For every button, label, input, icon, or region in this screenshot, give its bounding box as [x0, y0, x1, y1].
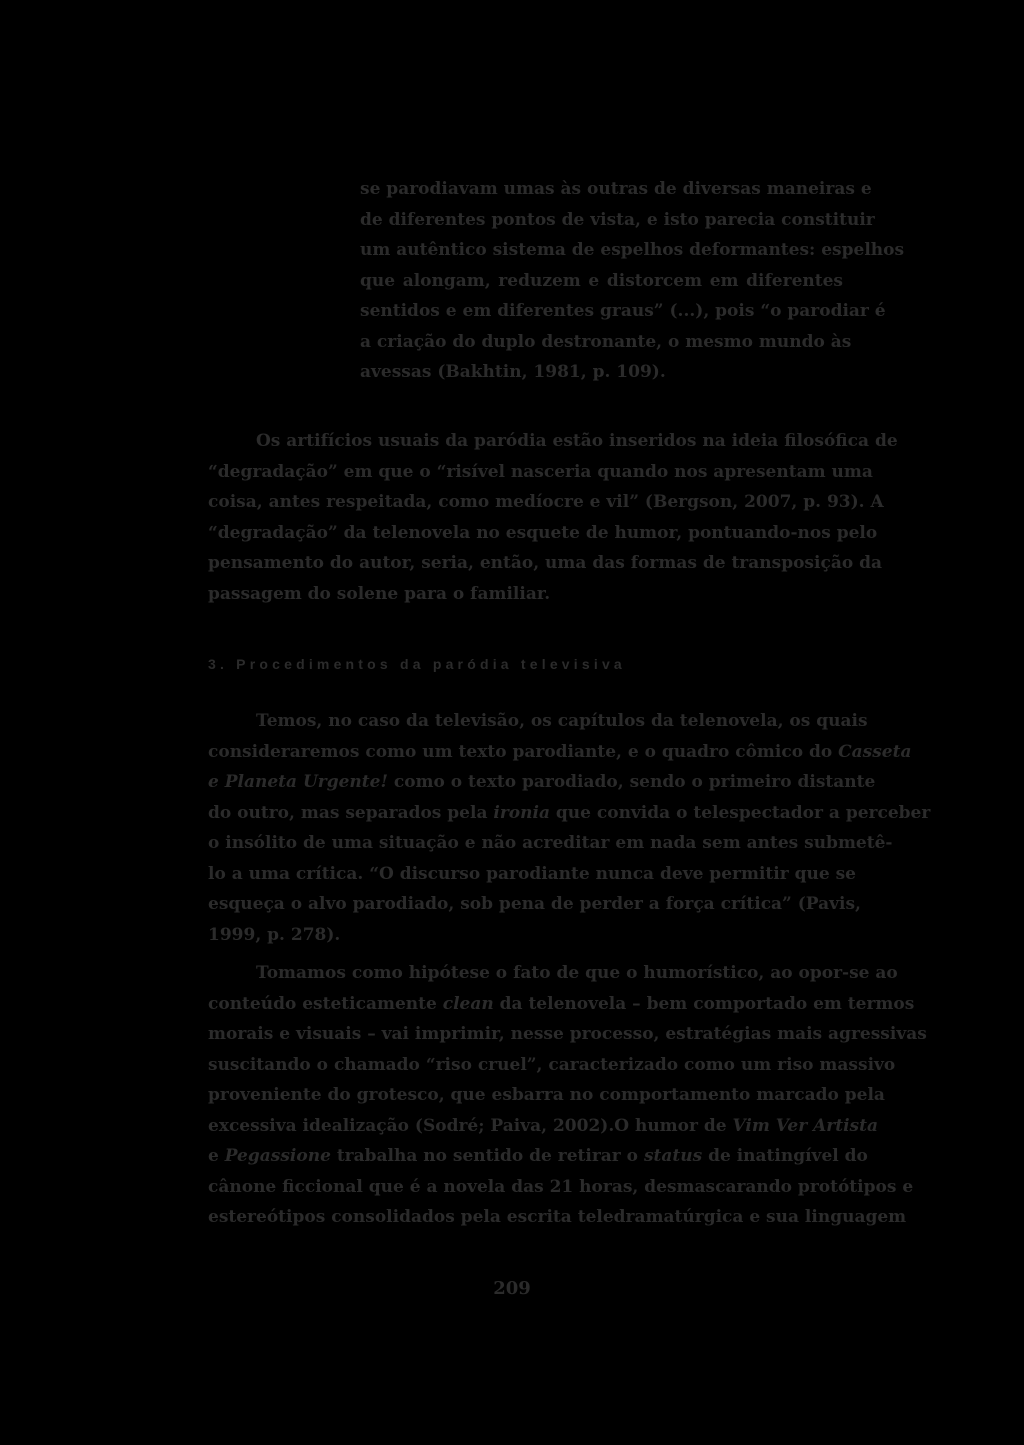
- paragraph-line: pensamento do autor, seria, então, uma das formas de transposição da: [208, 553, 882, 573]
- paragraph-2: [208, 706, 931, 950]
- paragraph-3: [208, 958, 927, 1233]
- quote-line: sentidos e em diferentes graus” (...), pois “o parodiar é: [360, 301, 886, 321]
- italic-term: status: [643, 1146, 703, 1166]
- paragraph-line: suscitando o chamado “riso cruel”, caracterizado como um riso massivo: [208, 1054, 896, 1075]
- paragraph-line: “degradação” em que o “risível nasceria quando nos apresentam uma: [208, 461, 873, 482]
- text-run: excessiva idealização (Sodré; Paiva, 2002).O humor de: [208, 1115, 733, 1136]
- paragraph-line: Tomamos como hipótese o fato de que o humorístico, ao opor-se ao: [256, 963, 898, 983]
- quote-line: se parodiavam umas às outras de diversas maneiras e: [360, 179, 872, 199]
- italic-title: e Planeta Urgente!: [208, 772, 388, 792]
- quote-line: avessas (Bakhtin, 1981, p. 109).: [360, 362, 666, 382]
- text-run: conteúdo esteticamente: [208, 993, 443, 1014]
- paragraph-line: estereótipos consolidados pela escrita teledramatúrgica e sua linguagem: [208, 1207, 907, 1227]
- paragraph-line: coisa, antes respeitada, como medíocre e vil” (Bergson, 2007, p. 93). A: [208, 492, 884, 512]
- italic-title: Vim Ver Artista: [732, 1115, 878, 1136]
- text-run: da telenovela – bem comportado em termos: [493, 993, 915, 1014]
- paragraph-line: 1999, p. 278).: [208, 924, 341, 945]
- paragraph-line: passagem do solene para o familiar.: [208, 583, 551, 604]
- text-run: trabalha no sentido de retirar o: [330, 1146, 644, 1166]
- paragraph-line: proveniente do grotesco, que esbarra no comportamento marcado pela: [208, 1085, 885, 1105]
- quote-line: que alongam, reduzem e distorcem em diferentes: [360, 270, 843, 291]
- quote-line: um autêntico sistema de espelhos deformantes: espelhos: [360, 240, 905, 260]
- paragraph-line: lo a uma crítica. “O discurso parodiante nunca deve permitir que se: [208, 863, 856, 884]
- text-run: de inatingível do: [702, 1146, 868, 1166]
- italic-term: ironia: [493, 802, 550, 823]
- paragraph-line: [208, 737, 912, 768]
- paragraph-line: Temos, no caso da televisão, os capítulos da telenovela, os quais: [256, 711, 868, 731]
- text-run: consideraremos como um texto parodiante, e o quadro cômico do: [208, 741, 839, 762]
- paragraph-line: Os artifícios usuais da paródia estão inseridos na ideia filosófica de: [256, 431, 898, 451]
- paragraph-line: o insólito de uma situação e não acreditar em nada sem antes submetê-: [208, 833, 893, 853]
- paragraph-line: [208, 798, 931, 829]
- quote-line: a criação do duplo destronante, o mesmo mundo às: [360, 331, 852, 352]
- quote-line: de diferentes pontos de vista, e isto parecia constituir: [360, 209, 875, 230]
- italic-term: clean: [442, 993, 494, 1014]
- text-run: e: [208, 1146, 225, 1166]
- paragraph-1: [208, 426, 898, 609]
- text-run: que convida o telespectador a perceber: [549, 802, 931, 823]
- paragraph-line: esqueça o alvo parodiado, sob pena de perder a força crítica” (Pavis,: [208, 894, 861, 914]
- paragraph-line: [208, 989, 915, 1020]
- text-run: como o texto parodiado, sendo o primeiro distante: [387, 772, 876, 792]
- paragraph-line: “degradação” da telenovela no esquete de humor, pontuando-nos pelo: [208, 522, 878, 543]
- page-number: 209: [493, 1278, 531, 1299]
- text-run: do outro, mas separados pela: [208, 802, 494, 823]
- block-quote: [360, 174, 905, 388]
- paragraph-line: morais e visuais – vai imprimir, nesse processo, estratégias mais agressivas: [208, 1024, 927, 1044]
- paragraph-line: cânone ficcional que é a novela das 21 horas, desmascarando protótipos e: [208, 1176, 914, 1197]
- paragraph-line: [208, 767, 876, 798]
- italic-title: Pegassione: [224, 1146, 331, 1166]
- section-heading: 3. Procedimentos da paródia televisiva: [208, 656, 626, 672]
- paragraph-line: [208, 1141, 868, 1172]
- paragraph-line: [208, 1111, 878, 1142]
- italic-title: Casseta: [838, 741, 912, 762]
